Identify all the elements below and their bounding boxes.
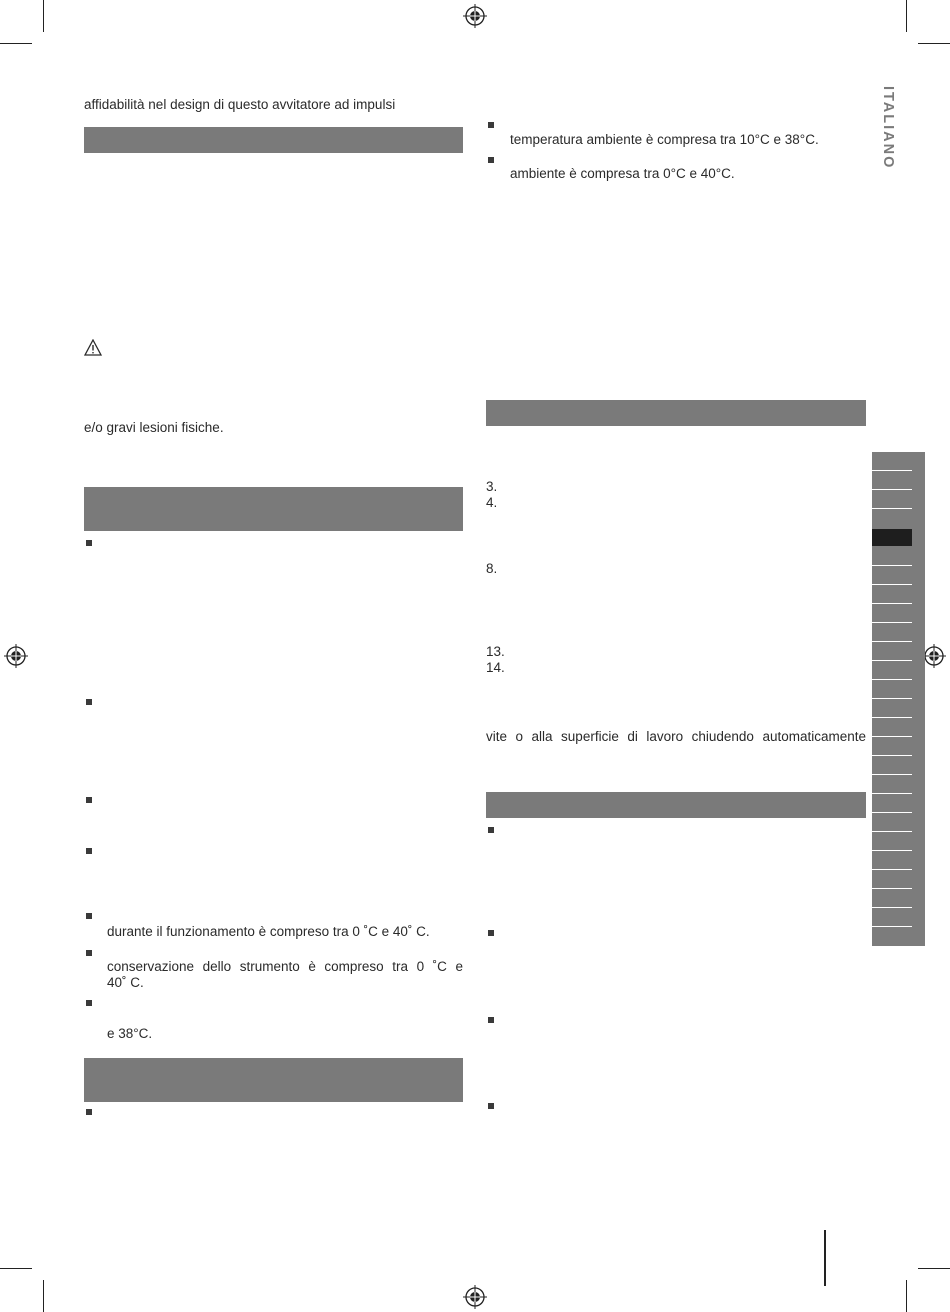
bullet-marker [488,1017,494,1023]
registration-mark-icon [922,644,946,668]
section-heading-bar [84,1058,463,1102]
section-heading-bar [84,487,463,531]
warning-text-tail: e/o gravi lesioni fisiche. [84,420,224,435]
list-number: 14. [486,660,505,675]
language-tab-active [872,529,912,546]
bullet-ambient-temp: ambiente è compresa tra 0°C e 40°C. [510,166,735,181]
bullet-marker [488,157,494,163]
bullet-marker [488,827,494,833]
crop-mark [43,0,44,32]
bullet-marker [488,122,494,128]
chuck-description-line: vite o alla superficie di lavoro chiudendo automaticamente [486,729,866,744]
list-number: 13. [486,644,505,659]
intro-line: affidabilità nel design di questo avvitatore ad impulsi [84,97,396,112]
section-heading-bar [486,792,866,818]
section-heading-bar [84,127,463,153]
language-side-label: ITALIANO [880,86,896,170]
crop-mark [43,1280,44,1312]
bullet-marker [86,540,92,546]
bullet-marker [86,1109,92,1115]
registration-mark-icon [4,644,28,668]
crop-mark [918,43,950,44]
list-number: 8. [486,561,498,576]
bullet-temp-operation: durante il funzionamento è compreso tra 0 ˚C e 40˚ C. [107,924,430,939]
bullet-temp-storage-line2: 40˚ C. [107,975,144,990]
bullet-marker [86,1000,92,1006]
registration-mark-icon [463,1285,487,1309]
bullet-marker [86,797,92,803]
bullet-temp-charge-tail: e 38°C. [107,1026,153,1041]
crop-mark [906,1280,907,1312]
bullet-marker [488,930,494,936]
crop-mark [918,1268,950,1269]
list-number: 3. [486,479,498,494]
bullet-temp-storage-line1: conservazione dello strumento è compreso tra 0 ˚C e [107,959,463,974]
bullet-marker [86,699,92,705]
crop-mark [906,0,907,32]
bullet-charge-temp: temperatura ambiente è compresa tra 10°C e 38°C. [510,132,819,147]
page-number-rule [824,1230,826,1286]
bullet-marker [86,950,92,956]
language-tab-stack [872,452,925,946]
crop-mark [0,43,32,44]
bullet-marker [86,848,92,854]
section-heading-bar [486,400,866,426]
warning-triangle-icon [84,339,102,356]
bullet-marker [86,913,92,919]
bullet-marker [488,1103,494,1109]
crop-mark [0,1268,32,1269]
registration-mark-icon [463,4,487,28]
list-number: 4. [486,495,498,510]
